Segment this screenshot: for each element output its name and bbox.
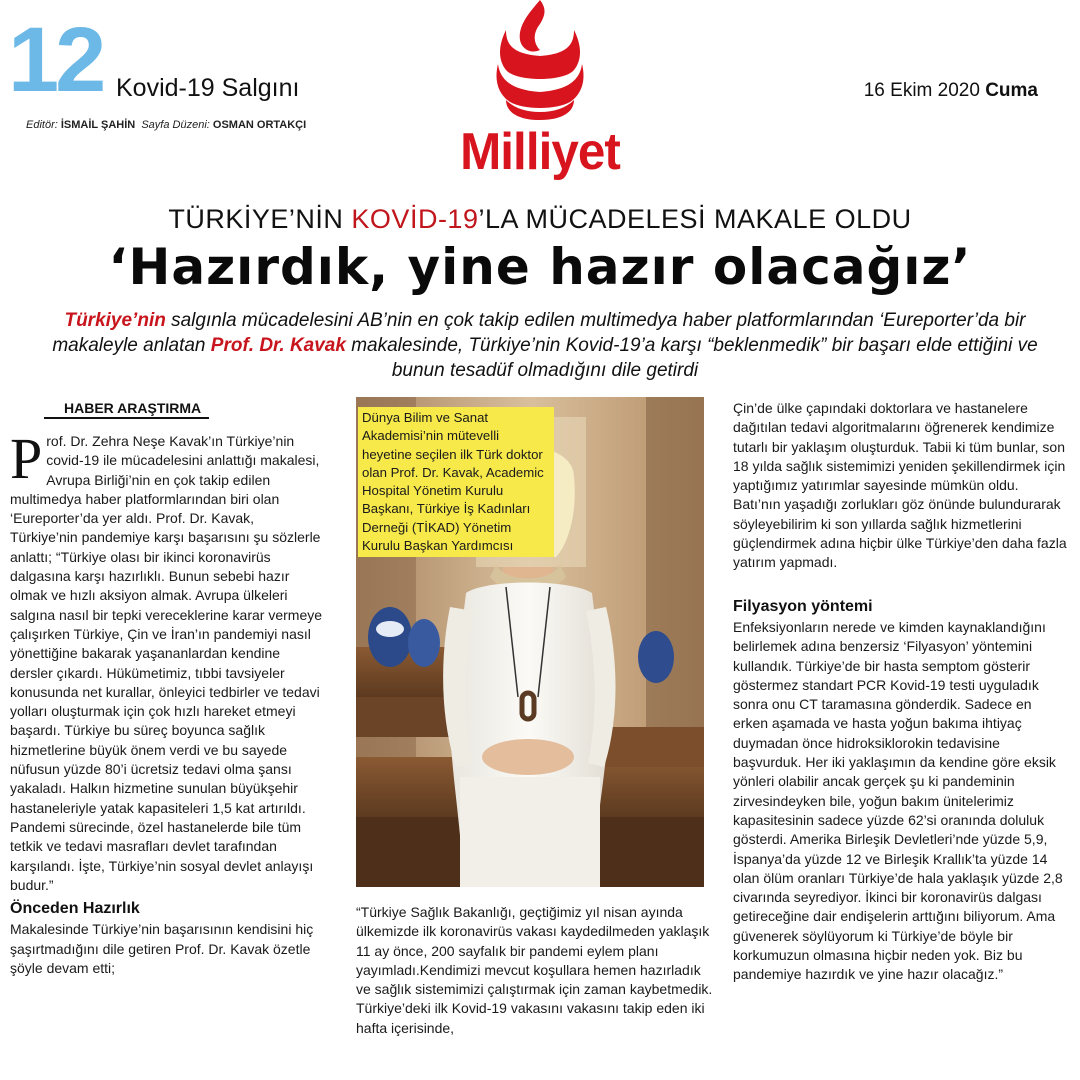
layout-name: OSMAN ORTAKÇI	[212, 119, 307, 131]
date-text: 16 Ekim 2020	[863, 80, 980, 101]
column1-paragraph-2: Makalesinde Türkiye’nin başarısının kendisini hiç şaşırtmadığını dile getiren Prof. Dr. Kavak özetle şöyle devam etti;	[10, 921, 314, 977]
deck-bold-2: Prof. Dr. Kavak	[210, 335, 346, 357]
column3-paragraph-1: Çin’de ülke çapındaki doktorlara ve hastanelere dağıtılan tedavi algoritmalarını öğrenerek kendimize tutarlı bir yaklaşım oluşturduk. Tabii ki tüm bunlar, son 18 yılda sağlık sistemimizi yeniden şekillendirmek için yaptığımız yatırımlar sayesinde mümkün oldu. Batı’nın yaşadığı zorlukları göz önünde bulundurarak söyleyebilirim ki son yıllarda sağlık hizmetlerini güçlendirmek adına hiçbir ülke Türkiye’den daha fazla yatırım yapmadı.	[733, 400, 1067, 571]
milliyet-wordmark: Milliyet	[460, 123, 620, 181]
photo-caption: Dünya Bilim ve Sanat Akademisi’nin mütevelli heyetine seçilen ilk Türk doktor olan Prof. Dr. Kavak, Academic Hospital Yönetim Kurulu Başkanı, Türkiye İş Kadınları Derneği (TİKAD) Yönetim Kurulu Başkan Yardımcısı	[358, 407, 554, 557]
subhead-onceden-hazirlik: Önceden Hazırlık	[10, 900, 140, 918]
article-headline: ‘Hazırdık, yine hazır olacağız’	[108, 238, 972, 296]
deck-bold-1: Türkiye’nin	[64, 310, 166, 331]
deck-text-1: salgınla mücadelesini AB’nin en çok takip edilen multimedya haber platformlarından ‘Eureporter’da bir makaleyle anlatan	[52, 310, 1026, 357]
kicker-highlight: KOVİD-19	[351, 204, 479, 234]
article-column-1	[10, 426, 325, 978]
article-deck	[30, 308, 1060, 383]
milliyet-flame-logo-icon	[492, 0, 588, 132]
section-title: Kovid-19 Salgını	[116, 74, 300, 102]
article-photo	[356, 397, 704, 887]
article-column-2	[356, 903, 716, 1038]
editor-name: İSMAİL ŞAHİN	[60, 119, 136, 131]
drop-cap: P	[10, 426, 43, 491]
milliyet-logo	[434, 0, 646, 192]
editor-label: Editör:	[26, 119, 58, 131]
kicker-part2: ’LA MÜCADELESİ MAKALE OLDU	[478, 204, 912, 234]
byline: HABER ARAŞTIRMA	[44, 400, 209, 419]
column3-paragraph-2: Enfeksiyonların nerede ve kimden kaynaklandığını belirlemek adına benzersiz ‘Filyasyon’ yöntemini kullandık. Türkiye’de bir hasta semptom gösterir göstermez standart PCR Kovid-19 testi uyguladık sonra onu CT taramasına gönderdik. Sadece en erken aşamada ve hasta yoğun bakıma ihtiyaç duymadan önce hidroksiklorokin tedavisine başvurduk. Her iki yaklaşımın da kendine göre eksik yönleri olabilir ancak gerçek şu ki pandeminin zirvesindeyken bile, yoğun bakım ünitelerimiz kapasitesinin sadece yüzde 62’si oranında doluluk gösterdi. Amerika Birleşik Devletleri’nde yüzde 5,9, İspanya’da yüzde 12 ve Birleşik Krallık’ta yüzde 14 olan ölüm oranları Türkiye’de hala yaklaşık yüzde 2,8 civarında seyrediyor. İkinci bir koronavirüs dalgası getireceğine dair endişelerin arttığını biliyorum. Ama güvenerek söylüyorum ki Türkiye’de böyle bir korkumuzun olmasına hiçbir neden yok. Biz bu pandemiye hazırdık ve yine hazır olacağız.”	[733, 618, 1063, 983]
deck-text-2: makalesinde, Türkiye’nin Kovid-19’a karşı “beklenmedik” bir başarı elde ettiğini ve bunun tesadüf olmadığını dile getirdi	[345, 335, 1038, 382]
weekday-text: Cuma	[985, 80, 1038, 101]
article-column-3	[733, 399, 1068, 985]
kicker-part1: TÜRKİYE’NİN	[168, 204, 352, 234]
issue-date	[864, 80, 1038, 102]
subhead-filyasyon: Filyasyon yöntemi	[733, 597, 873, 615]
column2-paragraph: “Türkiye Sağlık Bakanlığı, geçtiğimiz yıl nisan ayında ülkemizde ilk koronavirüs vakası kaydedilmeden yaklaşık 11 ay önce, 200 sayfalık bir pandemi eylem planı yayımladı.Kendimizi mevcut koşullara hemen hazırladık ve sağlık sistemimizi çalıştırmak için zaman kaybetmedik. Türkiye’deki ilk Kovid-19 vakasını vakasını takip eden iki hafta içerisinde,	[356, 904, 713, 1036]
article-kicker	[0, 204, 1080, 235]
column1-paragraph-1: rof. Dr. Zehra Neşe Kavak’ın Türkiye’nin covid-19 ile mücadelesini anlattığı makalesi, Avrupa Birliği’nin en çok takip edilen multimedya haber platformlarından biri olan ‘Eureporter’da yer aldı. Prof. Dr. Kavak, Türkiye’nin pandemiye karşı başarısını şu sözlerle anlattı; “Türkiye olası bir ikinci koronavirüs dalgasına karşı hazırlıklı. Bunun sebebi hazır olmak ve hızlı aksiyon almak. Avrupa ülkeleri salgına nasıl bir tepki vereceklerine karar vermeye çalışırken Türkiye, Çin ve İran’ın pandemiyi nasıl yönettiğine bakarak yaşananlardan kendine dersler çıkardı. Hükümetimiz, tıbbi tavsiyeler konusunda net kurallar, önleyici tedbirler ve tedavi yolları oluşturmak için çok hızlı hareket etmeyi başardı. Türkiye bu süreç boyunca sağlık hizmetlerine büyük önem verdi ve bu sayede nüfusun yüzde 80’i ücretsiz tedavi olma şansı yakaladı. Halkın hizmetine sunulan büyükşehir hastaneleriyle yatak kapasiteleri 1,5 kat artırıldı. Pandemi sürecinde, özel hastanelerde bile tüm tetkik ve tedavi masrafları devlet tarafından karşılandı. İşte, Türkiye’nin sosyal devlet anlayışı budur.”	[10, 433, 323, 893]
layout-label: Sayfa Düzeni:	[141, 119, 210, 131]
editor-credits	[26, 119, 306, 131]
page-number: 12	[8, 9, 103, 111]
